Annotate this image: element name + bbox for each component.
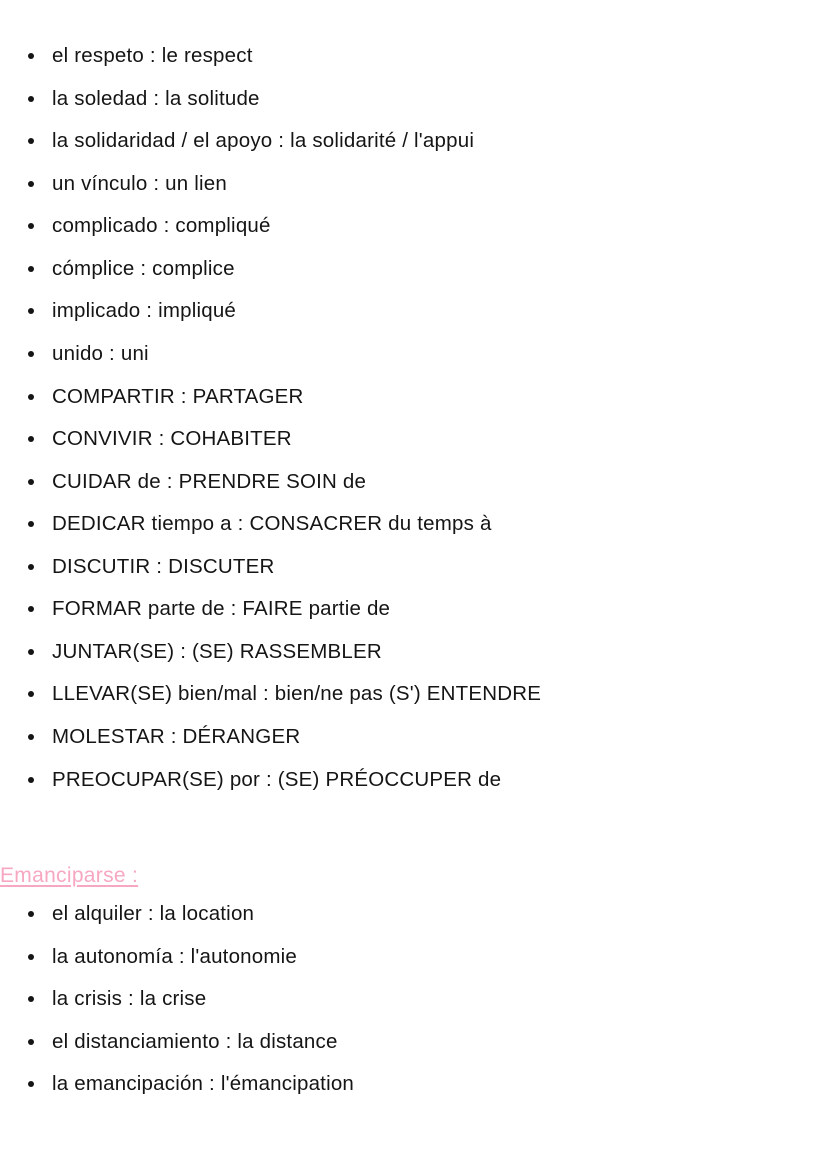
list-item: JUNTAR(SE) : (SE) RASSEMBLER xyxy=(0,640,788,664)
list-item: cómplice : complice xyxy=(0,257,788,281)
list-item: FORMAR parte de : FAIRE partie de xyxy=(0,597,788,621)
list-item: DEDICAR tiempo a : CONSACRER du temps à xyxy=(0,512,788,536)
list-item: CONVIVIR : COHABITER xyxy=(0,427,788,451)
section-heading-emanciparse: Emanciparse : xyxy=(0,864,139,888)
list-item: la solidaridad / el apoyo : la solidarité / l'appui xyxy=(0,129,788,153)
section-spacer xyxy=(0,810,788,828)
list-item: MOLESTAR : DÉRANGER xyxy=(0,725,788,749)
list-item: el distanciamiento : la distance xyxy=(0,1030,788,1054)
vocab-list-emanciparse xyxy=(0,902,788,1096)
list-item: el alquiler : la location xyxy=(0,902,788,926)
list-item: la crisis : la crise xyxy=(0,987,788,1011)
list-item: un vínculo : un lien xyxy=(0,172,788,196)
vocab-list-relationships xyxy=(0,44,788,791)
list-item: PREOCUPAR(SE) por : (SE) PRÉOCCUPER de xyxy=(0,768,788,792)
list-item: COMPARTIR : PARTAGER xyxy=(0,385,788,409)
list-item: la emancipación : l'émancipation xyxy=(0,1072,788,1096)
list-item: unido : uni xyxy=(0,342,788,366)
list-item: la autonomía : l'autonomie xyxy=(0,945,788,969)
list-item: CUIDAR de : PRENDRE SOIN de xyxy=(0,470,788,494)
list-item: LLEVAR(SE) bien/mal : bien/ne pas (S') ENTENDRE xyxy=(0,682,788,706)
list-item: implicado : impliqué xyxy=(0,299,788,323)
list-item: complicado : compliqué xyxy=(0,214,788,238)
list-item: la soledad : la solitude xyxy=(0,87,788,111)
list-item: DISCUTIR : DISCUTER xyxy=(0,555,788,579)
list-item: el respeto : le respect xyxy=(0,44,788,68)
